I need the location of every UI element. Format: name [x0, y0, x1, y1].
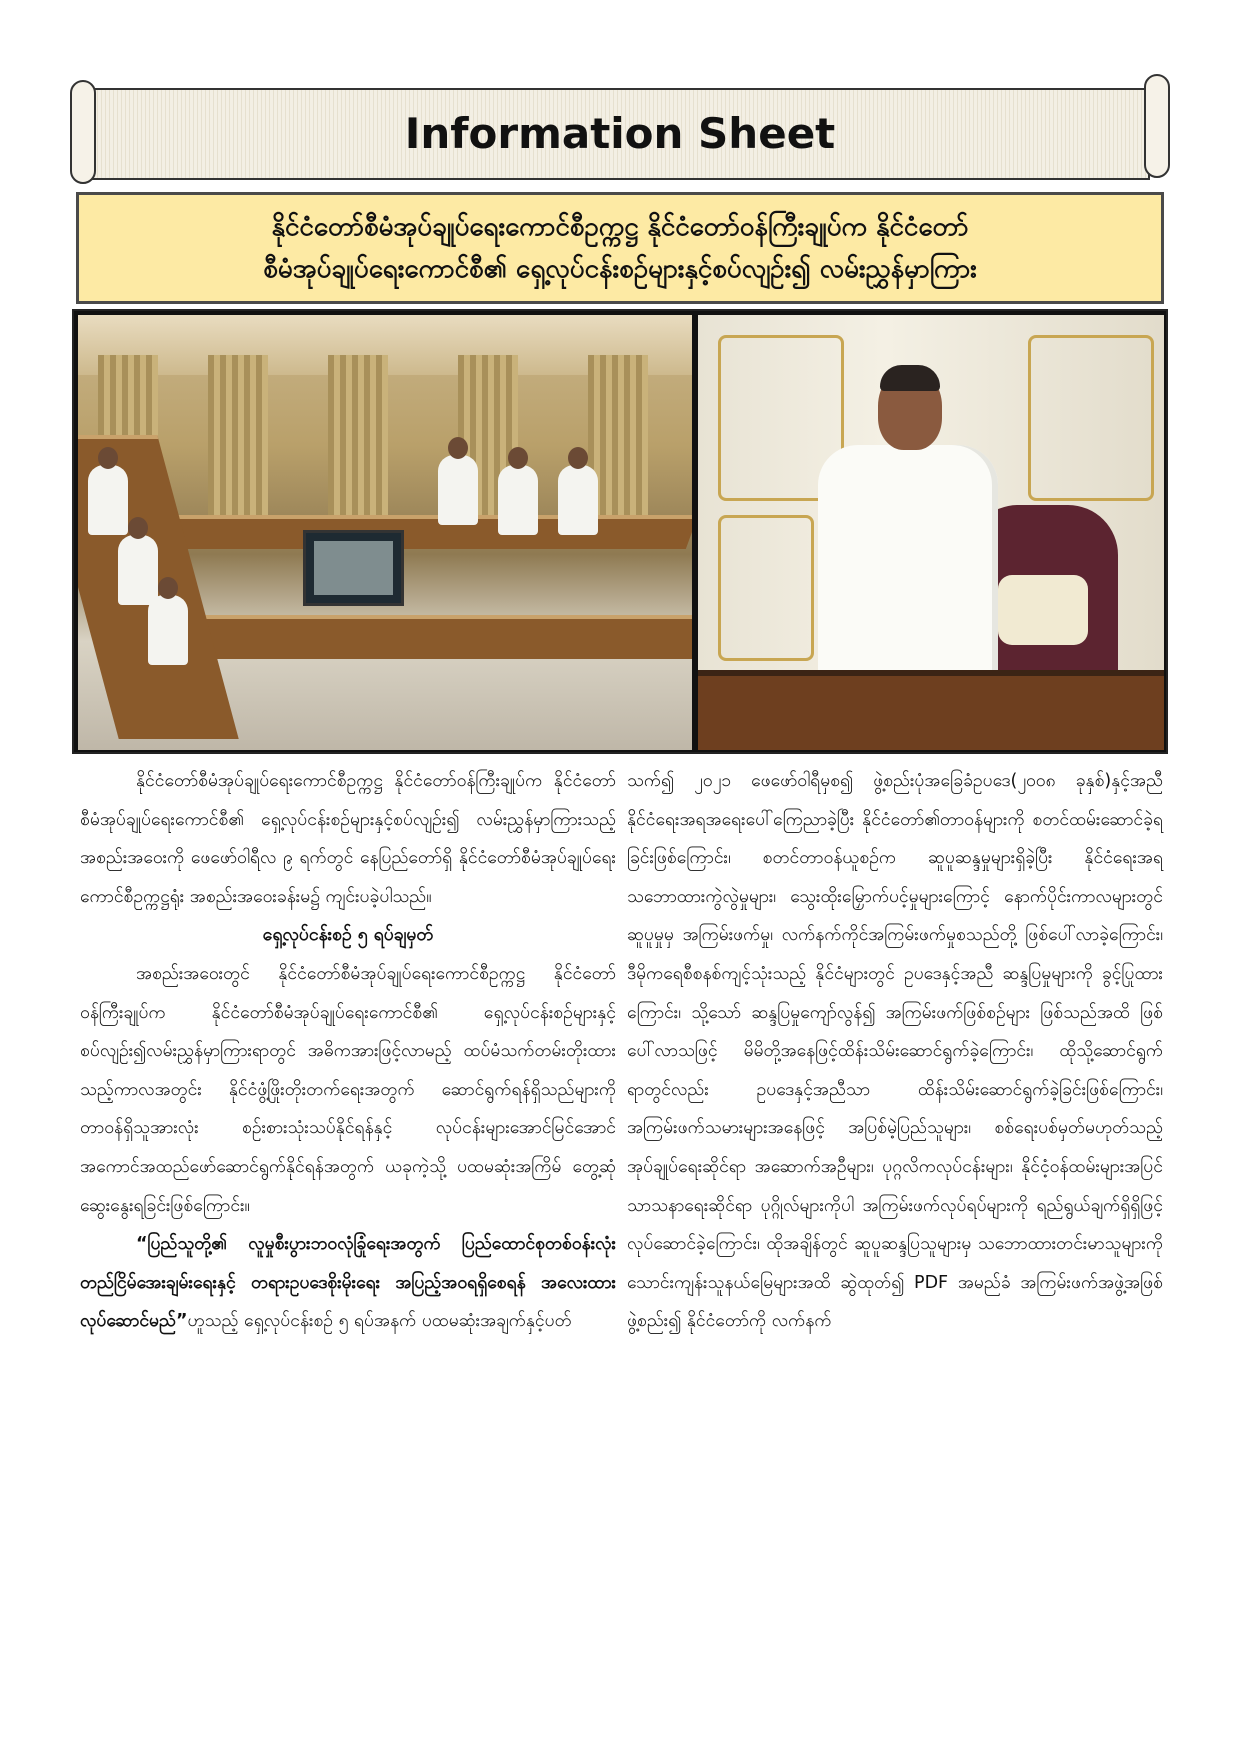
- right-column: [627, 762, 1163, 1341]
- paragraph-1: နိုင်ငံတော်စီမံအုပ်ချုပ်ရေးကောင်စီဥက္ကဋ္ဌ နိုင်ငံတော်ဝန်ကြီးချုပ်က နိုင်ငံတော်စီမံအုပ်ချုပ်ရေးကောင်စီ၏ ရှေ့လုပ်ငန်းစဉ်များနှင့်စပ်လျဉ်း၍ လမ်းညွှန်မှာကြားသည့် အစည်းအဝေးကို ဖေဖော်ဝါရီလ ၉ ရက်တွင် နေပြည်တော်ရှိ နိုင်ငံတော်စီမံအုပ်ချုပ်ရေးကောင်စီဥက္ကဋ္ဌရုံး အစည်းအဝေးခန်းမ၌ ကျင်းပခဲ့ပါသည်။: [80, 771, 616, 907]
- left-column: [80, 762, 616, 1341]
- headline-line-2: စီမံအုပ်ချုပ်ရေးကောင်စီ၏ ရှေ့လုပ်ငန်းစဉ်များနှင့်စပ်လျဉ်း၍ လမ်းညွှန်မှာကြား: [263, 254, 977, 284]
- meeting-hall-photo: [78, 315, 692, 750]
- paragraph-3-quote: “ပြည်သူတို့၏ လူမှုစီးပွားဘဝလုံခြုံရေးအတွက် ပြည်ထောင်စုတစ်ဝန်းလုံး တည်ငြိမ်အေးချမ်းရေးနှင့် တရားဥပဒေစိုးမိုးရေး အပြည့်အဝရရှိစေရန် အလေးထားလုပ်ဆောင်မည်”: [80, 1234, 616, 1332]
- headline-box: [76, 192, 1164, 304]
- paragraph-continued: သက်၍ ၂၀၂၁ ဖေဖော်ဝါရီမှစ၍ ဖွဲ့စည်းပုံအခြေခံဥပဒေ(၂၀၀၈ ခုနှစ်)နှင့်အညီ နိုင်ငံရေးအရအရေးပေါ်ကြေညာခဲ့ပြီး နိုင်ငံတော်၏တာဝန်များကို စတင်ထမ်းဆောင်ခဲ့ရခြင်းဖြစ်ကြောင်း၊ စတင်တာဝန်ယူစဉ်က ဆူပူဆန္ဒမှုများရှိခဲ့ပြီး နိုင်ငံရေးအရ သဘောထားကွဲလွဲမှုများ၊ သွေးထိုးမြှောက်ပင့်မှုများကြောင့် နောက်ပိုင်းကာလများတွင် ဆူပူမှုမှ အကြမ်းဖက်မှု၊ လက်နက်ကိုင်အကြမ်းဖက်မှုစသည်တို့ ဖြစ်ပေါ်လာခဲ့ကြောင်း၊ ဒီမိုကရေစီစနစ်ကျင့်သုံးသည့် နိုင်ငံများတွင် ဥပဒေနှင့်အညီ ဆန္ဒပြမှုများကို ခွင့်ပြုထားကြောင်း၊ သို့သော် ဆန္ဒပြမှုကျော်လွန်၍ အကြမ်းဖက်ဖြစ်စဉ်များ ဖြစ်သည်အထိ ဖြစ်ပေါ်လာသဖြင့် မိမိတို့အနေဖြင့်ထိန်းသိမ်းဆောင်ရွက်ခဲ့ကြောင်း၊ ထိုသို့ဆောင်ရွက်ရာတွင်လည်း ဥပဒေနှင့်အညီသာ ထိန်းသိမ်းဆောင်ရွက်ခဲ့ခြင်းဖြစ်ကြောင်း၊ အကြမ်းဖက်သမားများအနေဖြင့် အပြစ်မဲ့ပြည်သူများ၊ စစ်ရေးပစ်မှတ်မဟုတ်သည့် အုပ်ချုပ်ရေးဆိုင်ရာ အဆောက်အဦများ၊ ပုဂ္ဂလိကလုပ်ငန်းများ၊ နိုင်ငံ့ဝန်ထမ်းများအပြင် သာသနာရေးဆိုင်ရာ ပုဂ္ဂိုလ်များကိုပါ အကြမ်းဖက်လုပ်ရပ်များကို ရည်ရွယ်ချက်ရှိရှိဖြင့် လုပ်ဆောင်ခဲ့ကြောင်း၊ ထိုအချိန်တွင် ဆူပူဆန္ဒပြသူများမှ သဘောထားတင်းမာသူများကို သောင်းကျန်းသူနယ်မြေများအထိ ဆွဲထုတ်၍ PDF အမည်ခံ အကြမ်းဖက်အဖွဲ့အဖြစ် ဖွဲ့စည်း၍ နိုင်ငံတော်ကို လက်နက်: [627, 771, 1163, 1332]
- paragraph-3: [80, 1225, 616, 1341]
- photo-strip: [72, 309, 1168, 754]
- section-subheading: ရှေ့လုပ်ငန်းစဉ် ၅ ရပ်ချမှတ်: [262, 925, 434, 946]
- paragraph-2: အစည်းအဝေးတွင် နိုင်ငံတော်စီမံအုပ်ချုပ်ရေးကောင်စီဥက္ကဋ္ဌ နိုင်ငံတော်ဝန်ကြီးချုပ်က နိုင်ငံတော်စီမံအုပ်ချုပ်ရေးကောင်စီ၏ ရှေ့လုပ်ငန်းစဉ်များနှင့် စပ်လျဉ်း၍လမ်းညွှန်မှာကြားရာတွင် အဓိကအားဖြင့်လာမည့် ထပ်မံသက်တမ်းတိုးထားသည့်ကာလအတွင်း နိုင်ငံဖွံ့ဖြိုးတိုးတက်ရေးအတွက် ဆောင်ရွက်ရန်ရှိသည်များကို တာဝန်ရှိသူအားလုံး စဉ်းစားသုံးသပ်နိုင်ရန်နှင့် လုပ်ငန်းများအောင်မြင်အောင် အကောင်အထည်ဖော်ဆောင်ရွက်နိုင်ရန်အတွက် ယခုကဲ့သို့ ပထမဆုံးအကြိမ် တွေ့ဆုံဆွေးနွေးရခြင်းဖြစ်ကြောင်း။: [80, 963, 616, 1216]
- paragraph-3-text: ဟူသည့် ရှေ့လုပ်ငန်းစဉ် ၅ ရပ်အနက် ပထမဆုံးအချက်နှင့်ပတ်: [187, 1311, 572, 1332]
- speaker-photo: [698, 315, 1164, 750]
- page-title: Information Sheet: [404, 109, 836, 158]
- headline-line-1: နိုင်ငံတော်စီမံအုပ်ချုပ်ရေးကောင်စီဥက္ကဋ္ဌ နိုင်ငံတော်ဝန်ကြီးချုပ်က နိုင်ငံတော်: [271, 212, 969, 242]
- title-banner: [70, 80, 1170, 184]
